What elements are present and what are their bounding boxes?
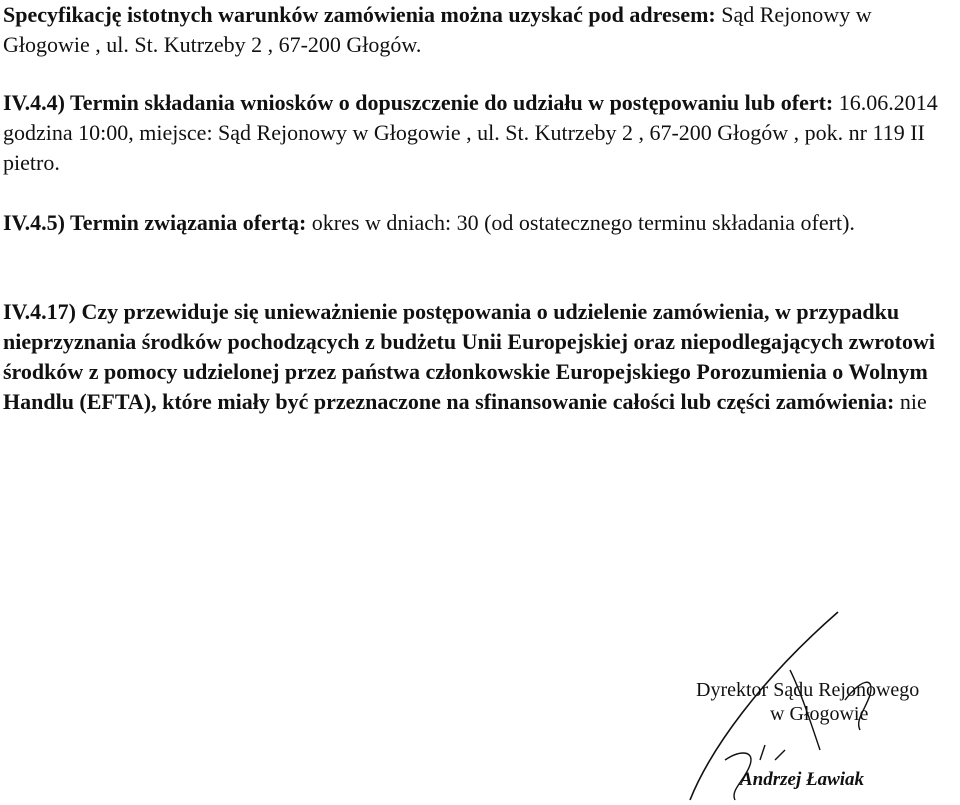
- paragraph-heading: IV.4.4) Termin składania wniosków o dopuszczenie do udziału w postępowaniu lub ofert:: [3, 90, 834, 115]
- signature-stamp: [670, 600, 960, 805]
- stamp-location-line: w Głogowie: [770, 703, 869, 725]
- paragraph-iv-4-17: [3, 297, 953, 417]
- paragraph-iv-4-4: [3, 88, 953, 178]
- paragraph-iv-4-5: [3, 208, 953, 238]
- paragraph-heading: Specyfikację istotnych warunków zamówienia można uzyskać pod adresem:: [3, 2, 716, 27]
- paragraph-heading: IV.4.17) Czy przewiduje się unieważnienie postępowania o udzielenie zamówienia, w przypadku nieprzyznania środków pochodzących z budżetu Unii Europejskiej oraz niepodlegających zwrotowi środków z pomocy udzielonej przez państwa członkowskie Europejskiego Porozumienia o Wolnym Handlu (EFTA), które miały być przeznaczone na sfinansowanie całości lub części zamówienia:: [3, 299, 935, 414]
- paragraph-text: nie: [894, 389, 927, 414]
- paragraph-heading: IV.4.5) Termin związania ofertą:: [3, 210, 307, 235]
- stamp-title-line: Dyrektor Sądu Rejonowego: [696, 679, 920, 701]
- paragraph-text: 16.06.2014 godzina 10:00, miejsce: Sąd Rejonowy w Głogowie , ul. St. Kutrzeby 2 , 67-200 Głogów , pok. nr 119 II pietro.: [3, 90, 938, 175]
- paragraph-spec-address: [3, 0, 953, 60]
- paragraph-text: Sąd Rejonowy w Głogowie , ul. St. Kutrzeby 2 , 67-200 Głogów.: [3, 2, 872, 57]
- stamp-name-line: Andrzej Ławiak: [740, 769, 865, 790]
- paragraph-text: okres w dniach: 30 (od ostatecznego terminu składania ofert).: [306, 210, 855, 235]
